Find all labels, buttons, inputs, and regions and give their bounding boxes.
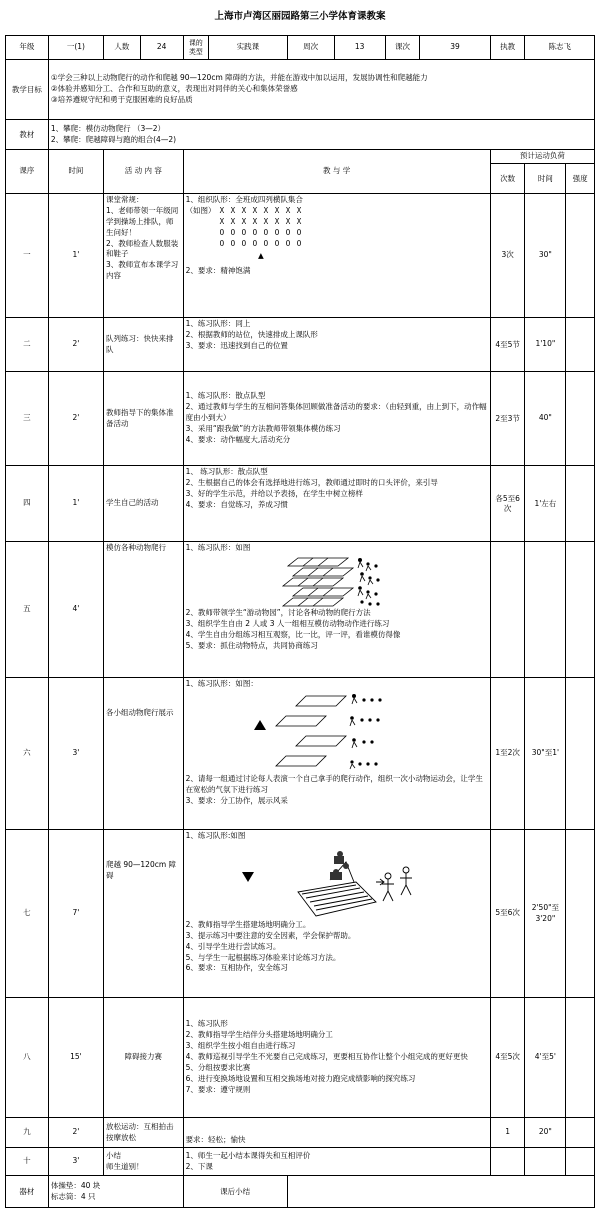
- row-content: 爬越 90—120cm 障碍: [103, 830, 183, 998]
- col-times: 次数: [490, 164, 525, 194]
- row-duration: [525, 542, 566, 678]
- equipment-content: 体操垫：40 块 标志筒：4 只: [48, 1176, 183, 1208]
- row-times: [490, 542, 525, 678]
- row-time: 2': [48, 372, 103, 466]
- teacher-label: 执教: [490, 36, 525, 60]
- row-content: 放松运动：互相拍击按摩放松: [103, 1118, 183, 1148]
- row-intensity: [566, 194, 595, 318]
- row-times: [490, 1148, 525, 1176]
- lesson-label: 课次: [385, 36, 420, 60]
- row-intensity: [566, 372, 595, 466]
- lesson-row: [6, 678, 595, 830]
- teacher-value: 陈志飞: [525, 36, 595, 60]
- row-teach: 1、练习队形：散点队型 2、通过教师与学生的互相问答集体回顾做准备活动的要求：（由轻到重，由上到下，动作幅度由小到大） 3、采用“跟我做”的方法教师带领集体模仿练习 4、要求：动作幅度大,活动充分: [183, 372, 490, 466]
- summary-content: [287, 1176, 594, 1208]
- goals-content: [48, 60, 594, 120]
- row-teach: 1、练习队形:如图 2、教师指导学生搭建场地明确分工。 3、提示练习中要注意的安全因素，学会保护帮助。 4、引导学生进行尝试练习。 5、与学生一起根据练习体验来讨论练习方法。 6、要求：互相协作，安全练习: [183, 830, 490, 998]
- row-time: 7': [48, 830, 103, 998]
- row-teach: 要求：轻松；愉快: [183, 1118, 490, 1148]
- row-intensity: [566, 1148, 595, 1176]
- row-order: 二: [6, 318, 49, 372]
- row-duration: 30": [525, 194, 566, 318]
- col-order: 课序: [6, 150, 49, 194]
- lesson-row: [6, 318, 595, 372]
- lesson-row: [6, 1148, 595, 1176]
- equipment-label: 器材: [6, 1176, 49, 1208]
- row-times: 1至2次: [490, 678, 525, 830]
- grade-label: 年级: [6, 36, 49, 60]
- row-time: 2': [48, 1118, 103, 1148]
- goals-row: [6, 60, 595, 120]
- row-duration: 40": [525, 372, 566, 466]
- formation-line: O O O O O O O O: [219, 238, 303, 248]
- col-time: 时间: [48, 150, 103, 194]
- row-intensity: [566, 998, 595, 1118]
- row-order: 三: [6, 372, 49, 466]
- row-intensity: [566, 466, 595, 542]
- row-teach: 1、练习队形：同上 2、根据教师的站位，快速排成上课队形 3、要求：迅速找到自己的位置: [183, 318, 490, 372]
- row-times: 4至5节: [490, 318, 525, 372]
- row-intensity: [566, 318, 595, 372]
- row-intensity: [566, 1118, 595, 1148]
- row-times: 3次: [490, 194, 525, 318]
- row-intensity: [566, 678, 595, 830]
- materials-label: 教材: [6, 120, 49, 150]
- formation-line: X X X X X X X X: [219, 205, 303, 215]
- row-time: 3': [48, 678, 103, 830]
- row-time: 1': [48, 194, 103, 318]
- teacher-triangle-icon: [254, 720, 266, 730]
- row-duration: 1'左右: [525, 466, 566, 542]
- lesson-row: [6, 542, 595, 678]
- row-content: 小结 师生道别！: [103, 1148, 183, 1176]
- col-load: 预计运动负荷: [490, 150, 594, 164]
- lesson-row: [6, 998, 595, 1118]
- row-order: 五: [6, 542, 49, 678]
- row-teach: 1、师生一起小结本课得失和互相评价 2、下课: [183, 1148, 490, 1176]
- column-header-row-1: [6, 150, 595, 164]
- material-item: 1、攀爬：模仿动物爬行 （3—2）: [50, 123, 166, 133]
- lesson-row: [6, 466, 595, 542]
- row-teach: 1、练习队形：如图： 2、请每一组通过讨论每人表演一个自己拿手的爬行动作，组织一次小动物运动会，让学生在宽松的气氛下进行练习 3、要求：分工协作，展示风采: [183, 678, 490, 830]
- row-intensity: [566, 830, 595, 998]
- summary-label: 课后小结: [183, 1176, 287, 1208]
- row-content: 障碍接力赛: [103, 998, 183, 1118]
- animal-crawl-diagram-icon: [278, 554, 478, 608]
- row-content: 队列练习：快快来排队: [103, 318, 183, 372]
- grade-value: 一(1): [48, 36, 103, 60]
- row-teach: 1、 练习队形：散点队型 2、生根据自己的体会有选择地进行练习，教师通过即时的口头评价，来引导 3、好的学生示范，并给以予表扬，在学生中树立榜样 4、要求：自觉练习，养成习惯: [183, 466, 490, 542]
- row-times: 2至3节: [490, 372, 525, 466]
- row-content: 教师指导下的集体准备活动: [103, 372, 183, 466]
- row-time: 3': [48, 1148, 103, 1176]
- row-content: 模仿各种动物爬行: [103, 542, 183, 678]
- lesson-row: [6, 194, 595, 318]
- type-value: 实践课: [209, 36, 288, 60]
- header-row: [6, 36, 595, 60]
- row-order: 一: [6, 194, 49, 318]
- row-duration: 30"至1': [525, 678, 566, 830]
- lesson-row: [6, 830, 595, 998]
- row-time: 4': [48, 542, 103, 678]
- material-item: 2、攀爬：爬越障碍与跑的组合(4—2): [50, 134, 177, 144]
- lesson-value: 39: [420, 36, 490, 60]
- page-title: 上海市卢湾区丽园路第三小学体育课教案: [214, 11, 386, 22]
- goals-label: 教学目标: [6, 60, 49, 120]
- lesson-row: [6, 372, 595, 466]
- row-teach: 1、练习队形：如图 2、教师带领学生“游动物园”，讨论各种动物的爬行方法 3、组织学生自由 2 人或 3 人一组相互模仿动物动作进行练习 4、学生自由分组练习相互观察，比一比，评一评，看谁模仿得像 5、要求：抓住动物特点，共同协商练习: [183, 542, 490, 678]
- goal-item: ③培养遵规守纪和勇于克服困难的良好品质: [50, 94, 193, 104]
- row-time: 2': [48, 318, 103, 372]
- row-duration: 4'至5': [525, 998, 566, 1118]
- formation-line: X X X X X X X X: [219, 216, 303, 226]
- group-display-diagram-icon: [246, 690, 446, 774]
- formation-label: （如图）: [185, 205, 216, 215]
- goal-item: ②体验并感知分工、合作和互助的意义，表现出对同伴的关心和集体荣誉感: [50, 84, 298, 94]
- row-content: 各小组动物爬行展示: [103, 678, 183, 830]
- count-value: 24: [140, 36, 183, 60]
- col-teach: 教 与 学: [183, 150, 490, 194]
- col-duration: 时间: [525, 164, 566, 194]
- materials-content: [48, 120, 594, 150]
- row-order: 四: [6, 466, 49, 542]
- row-teach: 1、组织队形：全班成四列横队集合 （如图） X X X X X X X X X X X X X X X X O O O O O O O O O O O O O O O O ▲ 2、要求：精神饱满: [183, 194, 490, 318]
- row-content: 学生自己的活动: [103, 466, 183, 542]
- formation-diagram: [186, 206, 488, 262]
- row-order: 十: [6, 1148, 49, 1176]
- row-time: 1': [48, 466, 103, 542]
- row-order: 九: [6, 1118, 49, 1148]
- teacher-triangle-icon: [242, 872, 254, 882]
- row-order: 七: [6, 830, 49, 998]
- materials-row: [6, 120, 595, 150]
- row-order: 八: [6, 998, 49, 1118]
- row-duration: [525, 1148, 566, 1176]
- footer-row: [6, 1176, 595, 1208]
- goal-item: ①学会三种以上动物爬行的动作和爬越 90—120cm 障碍的方法，并能在游戏中加以运用，发展协调性和爬越能力: [50, 73, 428, 83]
- obstacle-climb-diagram-icon: [236, 842, 436, 920]
- col-intensity: 强度: [566, 164, 595, 194]
- lesson-row: [6, 1118, 595, 1148]
- row-time: 15': [48, 998, 103, 1118]
- row-times: 1: [490, 1118, 525, 1148]
- row-times: 4至5次: [490, 998, 525, 1118]
- row-times: 各5至6次: [490, 466, 525, 542]
- row-intensity: [566, 542, 595, 678]
- row-duration: 1'10": [525, 318, 566, 372]
- row-duration: 2'50"至3'20": [525, 830, 566, 998]
- week-value: 13: [334, 36, 385, 60]
- formation-line: O O O O O O O O: [219, 227, 303, 237]
- teacher-triangle-icon: ▲: [258, 251, 264, 261]
- row-teach: 1、练习队形 2、教师指导学生结伴分头搭建场地明确分工 3、组织学生按小组自由进行练习 4、教师巡视引导学生不光要自己完成练习，更要相互协作让整个小组完成的更好更快 5、分组按要求比赛 6、进行变换场地设置和互相交换场地对接力跑完成绩影响的探究练习 7、要求：遵守规则: [183, 998, 490, 1118]
- lesson-plan-table: [5, 35, 595, 1208]
- row-content: 课堂常规： 1、老师带领一年级同学到操场上排队，师生问好！ 2、教师检查人数服装和鞋子 3、教师宣布本课学习内容: [103, 194, 183, 318]
- type-label: 课的类型: [183, 36, 209, 60]
- count-label: 人数: [103, 36, 140, 60]
- week-label: 周次: [287, 36, 334, 60]
- row-duration: 20": [525, 1118, 566, 1148]
- col-content: 活 动 内 容: [103, 150, 183, 194]
- row-order: 六: [6, 678, 49, 830]
- row-times: 5至6次: [490, 830, 525, 998]
